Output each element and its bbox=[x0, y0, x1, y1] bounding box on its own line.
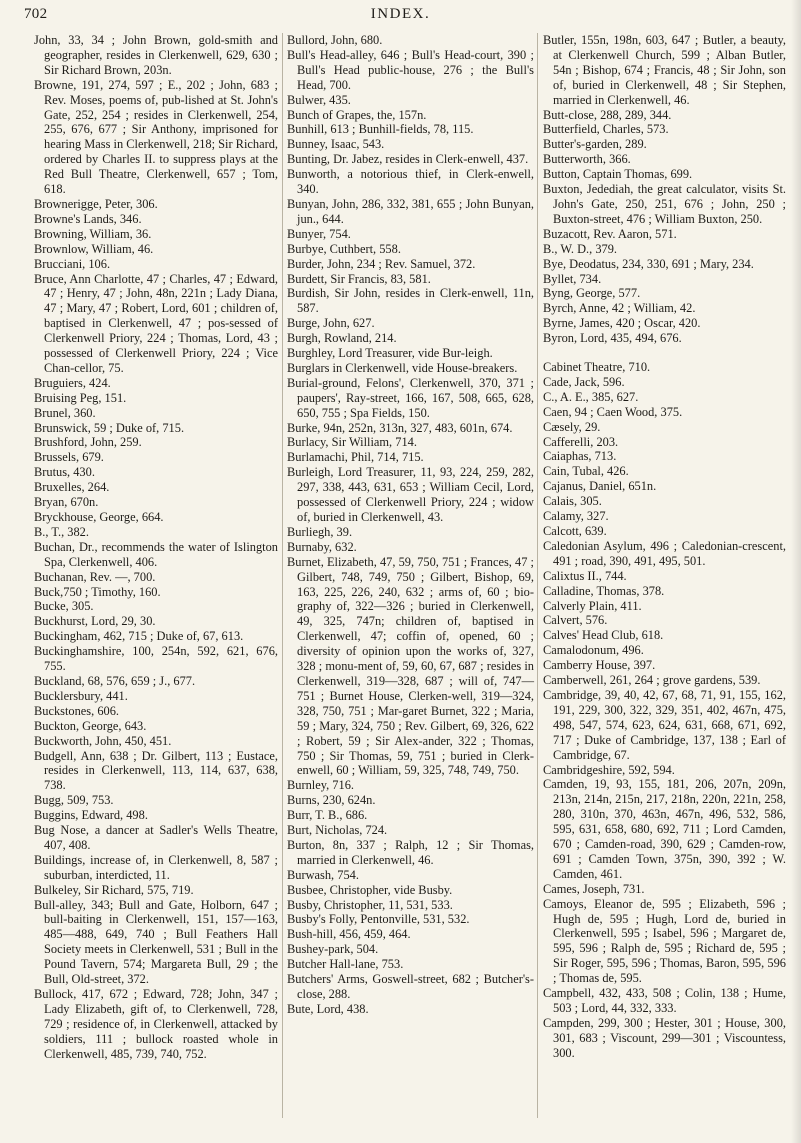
page-edge-shadow bbox=[791, 0, 801, 1143]
index-entry: Buchanan, Rev. —, 700. bbox=[34, 569, 156, 584]
index-entry: Camberry House, 397. bbox=[543, 658, 656, 673]
index-entry: Bucke, 305. bbox=[34, 599, 94, 614]
index-entry: Burr, T. B., 686. bbox=[287, 808, 368, 823]
index-entry: Bushey-park, 504. bbox=[287, 942, 379, 957]
index-entry: Cade, Jack, 596. bbox=[543, 374, 625, 389]
index-entry: Bruxelles, 264. bbox=[34, 480, 110, 495]
index-entry: Bruce, Ann Charlotte, 47 ; Charles, 47 ; Edward, 47 ; Henry, 47 ; John, 48n, 221n ; Lady Diana, 47 ; Mary, 47 ; Robert, Lord, 601 ; children of, baptised in Clerkenwell, 47 ; pos-sessed of Clerkenwell Priory, 224 ; Thomas, Lord, 43 ; possessed of Clerkenwell Priory, 224 ; Vice Chan-cellor, 75. bbox=[34, 271, 278, 375]
index-entry: Burdett, Sir Francis, 83, 581. bbox=[287, 271, 431, 286]
index-entry: Cabinet Theatre, 710. bbox=[543, 360, 651, 375]
index-entry: Bull's Head-alley, 646 ; Bull's Head-court, 390 ; Bull's Head public-house, 276 ; the Bull's Head, 700. bbox=[287, 47, 534, 92]
index-entry: Burlacy, Sir William, 714. bbox=[287, 435, 417, 450]
index-entry: C., A. E., 385, 627. bbox=[543, 389, 639, 404]
page-header bbox=[0, 0, 801, 30]
index-entry: Burlamachi, Phil, 714, 715. bbox=[287, 450, 424, 465]
index-entry: Buxton, Jedediah, the great calculator, visits St. John's Gate, 250, 251, 676 ; John, 250 ; Buxton-street, 476 ; William Buxton, 250. bbox=[543, 182, 786, 226]
index-entry: Bug Nose, a dancer at Sadler's Wells Theatre, 407, 408. bbox=[34, 823, 278, 852]
index-entry: Brucciani, 106. bbox=[34, 256, 111, 271]
index-entry: Brownerigge, Peter, 306. bbox=[34, 196, 158, 211]
index-entry: B., W. D., 379. bbox=[543, 241, 618, 256]
running-head: INDEX. bbox=[370, 6, 431, 22]
index-entry: Burglars in Clerkenwell, vide House-breakers. bbox=[287, 360, 518, 375]
index-entry: Burbye, Cuthbert, 558. bbox=[287, 241, 401, 256]
index-entry: Burnet, Elizabeth, 47, 59, 750, 751 ; Frances, 47 ; Gilbert, 748, 749, 750 ; Gilbert, Bishop, 69, 163, 225, 226, 240, 632 ; arms of, 60 ; bio-graphy of, 322—326 ; buried in Clerkenwell, 49, 325, 747n; children of, baptised in Clerkenwell, 47; coffin of, opened, 60 ; diversity of opinion upon the works of, 327, 328 ; monu-ment of, 59, 60, 67, 687 ; resides in Clerkenwell, 319—328, 687 ; will of, 747—751 ; Burnet House, Clerken-well, 319—324, 328, 750, 751 ; Mar-garet Burnet, 322 ; Maria, 59 ; Mary, 324, 750 ; Rev. Gilbert, 69, 326, 622 ; Robert, 59 ; Sir Alex-ander, 322 ; Thomas, 750 ; Sir Thomas, 59, 751 ; buried in Clerk-enwell, 60 ; William, 59, 325, 748, 749, 750. bbox=[287, 554, 534, 778]
index-entry: Brunel, 360. bbox=[34, 405, 96, 420]
index-entry: Burke, 94n, 252n, 313n, 327, 483, 601n, 674. bbox=[287, 420, 513, 435]
index-entry: Brussels, 679. bbox=[34, 450, 104, 465]
index-entry: Busbee, Christopher, vide Busby. bbox=[287, 882, 453, 897]
index-columns bbox=[34, 33, 786, 1133]
index-entry: Burwash, 754. bbox=[287, 867, 359, 882]
index-entry: Butchers' Arms, Goswell-street, 682 ; Butcher's-close, 288. bbox=[287, 972, 534, 1001]
index-entry: Bryan, 670n. bbox=[34, 495, 99, 510]
index-entry: Burns, 230, 624n. bbox=[287, 793, 376, 808]
index-entry: Byrch, Anne, 42 ; William, 42. bbox=[543, 301, 696, 316]
index-entry: Cain, Tubal, 426. bbox=[543, 464, 629, 479]
index-entry: Bulkeley, Sir Richard, 575, 719. bbox=[34, 882, 194, 897]
index-entry: Buck,750 ; Timothy, 160. bbox=[34, 584, 161, 599]
index-column-1 bbox=[34, 33, 278, 1062]
section-gap bbox=[543, 346, 786, 360]
index-entry: Campbell, 432, 433, 508 ; Colin, 138 ; Hume, 503 ; Lord, 44, 332, 333. bbox=[543, 986, 786, 1015]
index-entry: Bruising Peg, 151. bbox=[34, 390, 127, 405]
index-entry: John, 33, 34 ; John Brown, gold-smith and geographer, resides in Clerkenwell, 629, 630 ; Sir Richard Brown, 203n. bbox=[34, 33, 278, 77]
index-entry: Browning, William, 36. bbox=[34, 226, 152, 241]
index-entry: Calcott, 639. bbox=[543, 524, 607, 538]
index-entry: Buckland, 68, 576, 659 ; J., 677. bbox=[34, 673, 196, 688]
index-entry: Burgh, Rowland, 214. bbox=[287, 331, 397, 346]
index-entry: Butcher Hall-lane, 753. bbox=[287, 957, 404, 972]
page-number: 702 bbox=[24, 6, 48, 22]
column-divider bbox=[537, 33, 538, 1118]
index-entry: Calixtus II., 744. bbox=[543, 568, 627, 583]
index-entry: Burge, John, 627. bbox=[287, 316, 375, 331]
index-entry: Bruguiers, 424. bbox=[34, 375, 111, 390]
index-entry: Bye, Deodatus, 234, 330, 691 ; Mary, 234. bbox=[543, 256, 754, 271]
index-entry: Burdish, Sir John, resides in Clerk-enwell, 11n, 587. bbox=[287, 286, 534, 316]
index-entry: Camalodonum, 496. bbox=[543, 643, 644, 658]
index-entry: Cajanus, Daniel, 651n. bbox=[543, 479, 657, 494]
index-entry: Cambridge, 39, 40, 42, 67, 68, 71, 91, 155, 162, 191, 229, 300, 322, 329, 351, 402, 467n, 475, 498, 547, 574, 623, 624, 631, 668, 671, 692, 717 ; Duke of Cambridge, 137, 138 ; Earl of Cambridge, 67. bbox=[543, 687, 786, 762]
index-entry: Burial-ground, Felons', Clerkenwell, 370, 371 ; paupers', Ray-street, 166, 167, 508, 665, 628, 650, 755 ; Spa Fields, 150. bbox=[287, 375, 534, 420]
index-entry: Bunting, Dr. Jabez, resides in Clerk-enwell, 437. bbox=[287, 152, 529, 167]
index-entry: Bunhill, 613 ; Bunhill-fields, 78, 115. bbox=[287, 122, 474, 137]
index-column-2 bbox=[287, 33, 534, 1017]
index-entry: Butterfield, Charles, 573. bbox=[543, 122, 669, 137]
index-entry: Buckingham, 462, 715 ; Duke of, 67, 613. bbox=[34, 629, 244, 644]
index-entry: Button, Captain Thomas, 699. bbox=[543, 167, 693, 182]
index-entry: Bryckhouse, George, 664. bbox=[34, 510, 164, 524]
index-entry: Bute, Lord, 438. bbox=[287, 1001, 369, 1016]
index-entry: Bunney, Isaac, 543. bbox=[287, 137, 385, 152]
index-entry: Butter's-garden, 289. bbox=[543, 137, 647, 152]
index-entry: Busby, Christopher, 11, 531, 533. bbox=[287, 897, 453, 912]
index-entry: Burt, Nicholas, 724. bbox=[287, 823, 388, 838]
index-entry: Cambridgeshire, 592, 594. bbox=[543, 762, 675, 777]
index-entry: Bucklersbury, 441. bbox=[34, 688, 128, 703]
index-entry: Butler, 155n, 198n, 603, 647 ; Butler, a beauty, at Clerkenwell Church, 599 ; Alban Butler, 54n ; Bishop, 674 ; Francis, 48 ; Sir John, son of, buried in Clerkenwell, 48 ; Sir Stephen, married in Clerkenwell, 46. bbox=[543, 33, 786, 107]
index-entry: Bunyan, John, 286, 332, 381, 655 ; John Bunyan, jun., 644. bbox=[287, 196, 534, 226]
index-entry: Buckworth, John, 450, 451. bbox=[34, 733, 172, 748]
index-entry: Camden, 19, 93, 155, 181, 206, 207n, 209n, 213n, 214n, 215n, 217, 218n, 220n, 221n, 258, 280, 310n, 370, 463n, 467n, 496, 532, 586, 595, 631, 658, 680, 692, 711 ; Lord Camden, 670 ; Camden-road, 390, 629 ; Camden-row, 691 ; Camden Town, 375n, 390, 392 ; W. Camden, 461. bbox=[543, 777, 786, 881]
index-entry: Cæsely, 29. bbox=[543, 419, 601, 434]
index-entry: Brutus, 430. bbox=[34, 465, 95, 480]
index-entry: Brownlow, William, 46. bbox=[34, 241, 154, 256]
index-entry: Busby's Folly, Pentonville, 531, 532. bbox=[287, 912, 470, 927]
index-entry: Camoys, Eleanor de, 595 ; Elizabeth, 596 ; Hugh de, 595 ; Hugh, Lord de, buried in Clerkenwell, 595 ; Isabel, 596 ; Margaret de, 595, 596 ; Ralph de, 595 ; Richard de, 595 ; Sir Roger, 595, 596 ; Thomas, Baron, 595, 596 ; Thomas de, 595. bbox=[543, 896, 786, 986]
index-entry: Bugg, 509, 753. bbox=[34, 793, 114, 808]
index-entry: Bullord, John, 680. bbox=[287, 33, 383, 47]
index-entry: Bunworth, a notorious thief, in Clerk-enwell, 340. bbox=[287, 167, 534, 197]
index-entry: Calves' Head Club, 618. bbox=[543, 628, 664, 643]
index-entry: B., T., 382. bbox=[34, 524, 89, 539]
index-entry: Bulwer, 435. bbox=[287, 92, 351, 107]
index-entry: Bull-alley, 343; Bull and Gate, Holborn, 647 ; bull-baiting in Clerkenwell, 151, 157—163, 485—488, 649, 740 ; Bull Feathers Hall Society meets in Clerkenwell, 531 ; Bull in the Pound Tavern, 574; Margareta Bull, 29 ; the Bull, Old-street, 372. bbox=[34, 897, 278, 987]
index-entry: Buckton, George, 643. bbox=[34, 718, 147, 733]
index-entry: Byrne, James, 420 ; Oscar, 420. bbox=[543, 316, 701, 331]
index-entry: Browne, 191, 274, 597 ; E., 202 ; John, 683 ; Rev. Moses, poems of, pub-lished at St. John's Gate, 252, 254 ; resides in Clerkenwell, 254, 255, 676, 677 ; Sir Anthony, imprisoned for hearing Mass in Clerkenwell, 218; Sir Richard, ordered by Charles II. to suppress plays at the Red Bull Theatre, Clerkenwell, 657 ; Tom, 618. bbox=[34, 77, 279, 197]
index-entry: Butt-close, 288, 289, 344. bbox=[543, 107, 672, 122]
index-entry: Calverly Plain, 411. bbox=[543, 598, 642, 613]
index-entry: Butterworth, 366. bbox=[543, 152, 631, 167]
index-entry: Buildings, increase of, in Clerkenwell, 8, 587 ; suburban, interdicted, 11. bbox=[34, 852, 278, 882]
index-column-3 bbox=[543, 33, 786, 1061]
index-entry: Burghley, Lord Treasurer, vide Bur-leigh. bbox=[287, 346, 493, 361]
index-entry: Bullock, 417, 672 ; Edward, 728; John, 347 ; Lady Elizabeth, gift of, to Clerkenwell, 728, 729 ; residence of, in Clerkenwell, attacked by soldiers, 111 ; bullock roasted whole in Clerkenwell, 485, 739, 740, 752. bbox=[34, 987, 278, 1061]
index-entry: Buchan, Dr., recommends the water of Islington Spa, Clerkenwell, 406. bbox=[34, 539, 278, 569]
index-entry: Burder, John, 234 ; Rev. Samuel, 372. bbox=[287, 256, 476, 271]
index-entry: Budgell, Ann, 638 ; Dr. Gilbert, 113 ; Eustace, resides in Clerkenwell, 113, 114, 637, 638, 738. bbox=[34, 748, 278, 793]
column-divider bbox=[282, 33, 283, 1118]
index-entry: Calvert, 576. bbox=[543, 613, 608, 628]
index-entry: Caiaphas, 713. bbox=[543, 449, 617, 464]
index-entry: Buzacott, Rev. Aaron, 571. bbox=[543, 226, 677, 241]
index-entry: Buckstones, 606. bbox=[34, 703, 120, 718]
index-entry: Browne's Lands, 346. bbox=[34, 211, 142, 226]
index-entry: Buggins, Edward, 498. bbox=[34, 808, 148, 823]
index-entry: Bunyer, 754. bbox=[287, 226, 351, 241]
index-entry: Burton, 8n, 337 ; Ralph, 12 ; Sir Thomas, married in Clerkenwell, 46. bbox=[287, 837, 534, 867]
index-entry: Brunswick, 59 ; Duke of, 715. bbox=[34, 420, 185, 435]
index-entry: Byllet, 734. bbox=[543, 271, 602, 286]
index-entry: Caledonian Asylum, 496 ; Caledonian-crescent, 491 ; road, 390, 491, 495, 501. bbox=[543, 538, 786, 568]
index-entry: Camberwell, 261, 264 ; grove gardens, 539. bbox=[543, 673, 761, 688]
index-entry: Burliegh, 39. bbox=[287, 524, 353, 539]
index-entry: Buckinghamshire, 100, 254n, 592, 621, 676, 755. bbox=[34, 644, 278, 674]
index-entry: Buckhurst, Lord, 29, 30. bbox=[34, 614, 156, 629]
index-entry: Cafferelli, 203. bbox=[543, 434, 619, 449]
index-entry: Calais, 305. bbox=[543, 494, 602, 509]
index-entry: Bush-hill, 456, 459, 464. bbox=[287, 927, 411, 942]
index-entry: Bunch of Grapes, the, 157n. bbox=[287, 107, 427, 122]
index-entry: Cames, Joseph, 731. bbox=[543, 881, 645, 896]
index-entry: Burleigh, Lord Treasurer, 11, 93, 224, 259, 282, 297, 338, 443, 631, 653 ; William Cecil, Lord, possessed of Clerkenwell Priory, 224 ; widow of, buried in Clerkenwell, 43. bbox=[287, 465, 534, 524]
index-entry: Calladine, Thomas, 378. bbox=[543, 583, 665, 598]
index-entry: Caen, 94 ; Caen Wood, 375. bbox=[543, 404, 683, 419]
index-entry: Calamy, 327. bbox=[543, 509, 609, 524]
index-entry: Brushford, John, 259. bbox=[34, 435, 142, 450]
index-entry: Byng, George, 577. bbox=[543, 286, 641, 301]
index-entry: Byron, Lord, 435, 494, 676. bbox=[543, 331, 682, 346]
index-entry: Burnaby, 632. bbox=[287, 539, 357, 554]
index-entry: Burnley, 716. bbox=[287, 778, 354, 793]
index-entry: Campden, 299, 300 ; Hester, 301 ; House, 300, 301, 683 ; Viscount, 299—301 ; Viscountess, 300. bbox=[543, 1015, 786, 1060]
